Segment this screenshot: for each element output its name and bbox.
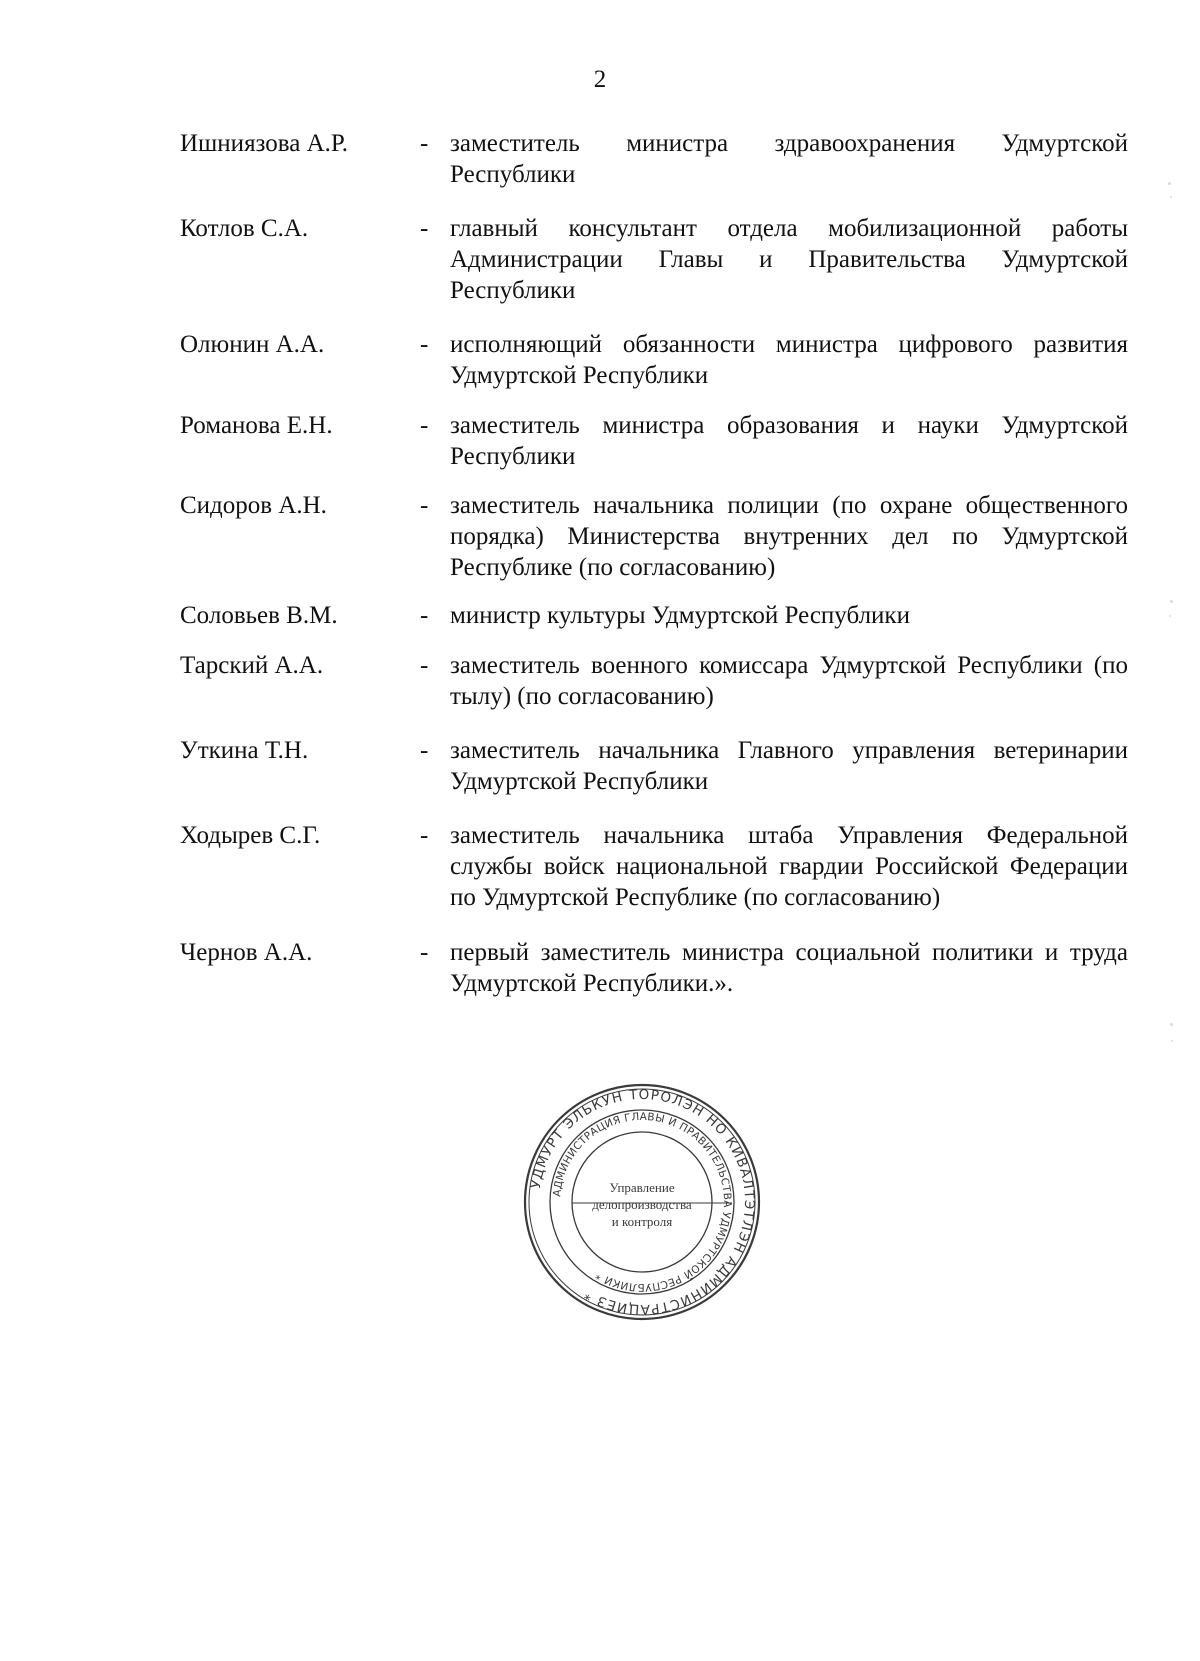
member-dash: - [420, 822, 429, 849]
member-row [180, 820, 1128, 913]
member-position: исполняющий обязанности министра цифрового развития Удмуртской Республики [450, 331, 1128, 389]
member-dash: - [420, 939, 429, 966]
official-stamp [522, 1082, 762, 1322]
member-dash: - [420, 412, 429, 439]
member-position: первый заместитель министра социальной политики и труда Удмуртской Республики.». [450, 939, 1128, 997]
member-position: главный консультант отдела мобилизационной работы Администрации Главы и Правительства Удмуртской Республики [450, 215, 1128, 304]
member-name: Сидоров А.Н. [180, 492, 327, 519]
member-position: заместитель начальника штаба Управления Федеральной службы войск национальной гвардии Российской Федерации по Удмуртской Республике (по согласованию) [450, 822, 1128, 911]
member-dash: - [420, 130, 429, 157]
member-row [180, 600, 1128, 631]
member-name: Романова Е.Н. [180, 412, 333, 439]
member-row [180, 213, 1128, 306]
scan-speck [1169, 615, 1171, 617]
member-row [180, 490, 1128, 583]
member-name: Чернов А.А. [180, 939, 313, 966]
member-position: заместитель министра образования и науки Удмуртской Республики [450, 412, 1128, 470]
member-position: заместитель военного комиссара Удмуртской Республики (по тылу) (по согласованию) [450, 652, 1128, 710]
member-row [180, 650, 1128, 712]
member-row [180, 937, 1128, 999]
member-dash: - [420, 652, 429, 679]
member-name: Ходырев С.Г. [180, 822, 321, 849]
member-dash: - [420, 331, 429, 358]
member-name: Котлов С.А. [180, 215, 309, 242]
member-position: заместитель начальника Главного управления ветеринарии Удмуртской Республики [450, 737, 1128, 795]
member-name: Тарский А.А. [180, 652, 324, 679]
scan-speck [1170, 196, 1172, 198]
stamp-center-line-3: и контроля [611, 1214, 673, 1229]
page-number: 2 [593, 66, 607, 93]
members-list [180, 128, 1128, 999]
stamp-center-line-1: Управление [609, 1180, 675, 1195]
member-dash: - [420, 215, 429, 242]
scan-speck [1171, 1040, 1173, 1042]
stamp-center-line-2: делопроизводства [592, 1197, 692, 1212]
member-dash: - [420, 492, 429, 519]
member-dash: - [420, 602, 429, 629]
member-row [180, 329, 1128, 391]
member-row [180, 410, 1128, 472]
member-position: заместитель министра здравоохранения Удмуртской Республики [450, 130, 1128, 188]
scan-speck [1170, 1023, 1173, 1026]
stamp-inner-text: АДМИНИСТРАЦИЯ ГЛАВЫ И ПРАВИТЕЛЬСТВА УДМУРТСКОЙ РЕСПУБЛИКИ * [551, 1110, 734, 1294]
member-row [180, 128, 1128, 190]
member-name: Олюнин А.А. [180, 331, 325, 358]
member-position: министр культуры Удмуртской Республики [450, 602, 910, 629]
stamp-outer-text: УДМУРТ ЭЛЬКУН ТОРОЛЭН НО КИВАЛТЭТЛЭН АДМИНИСТРАЦИЕЗ * [527, 1086, 758, 1318]
scan-speck [1168, 182, 1171, 185]
scan-speck [1170, 600, 1173, 603]
member-position: заместитель начальника полиции (по охране общественного порядка) Министерства внутренних дел по Удмуртской Республике (по согласованию) [450, 492, 1128, 581]
member-name: Соловьев В.М. [180, 602, 338, 629]
member-name: Ишниязова А.Р. [180, 130, 348, 157]
member-dash: - [420, 737, 429, 764]
member-row [180, 735, 1128, 797]
member-name: Уткина Т.Н. [180, 737, 309, 764]
